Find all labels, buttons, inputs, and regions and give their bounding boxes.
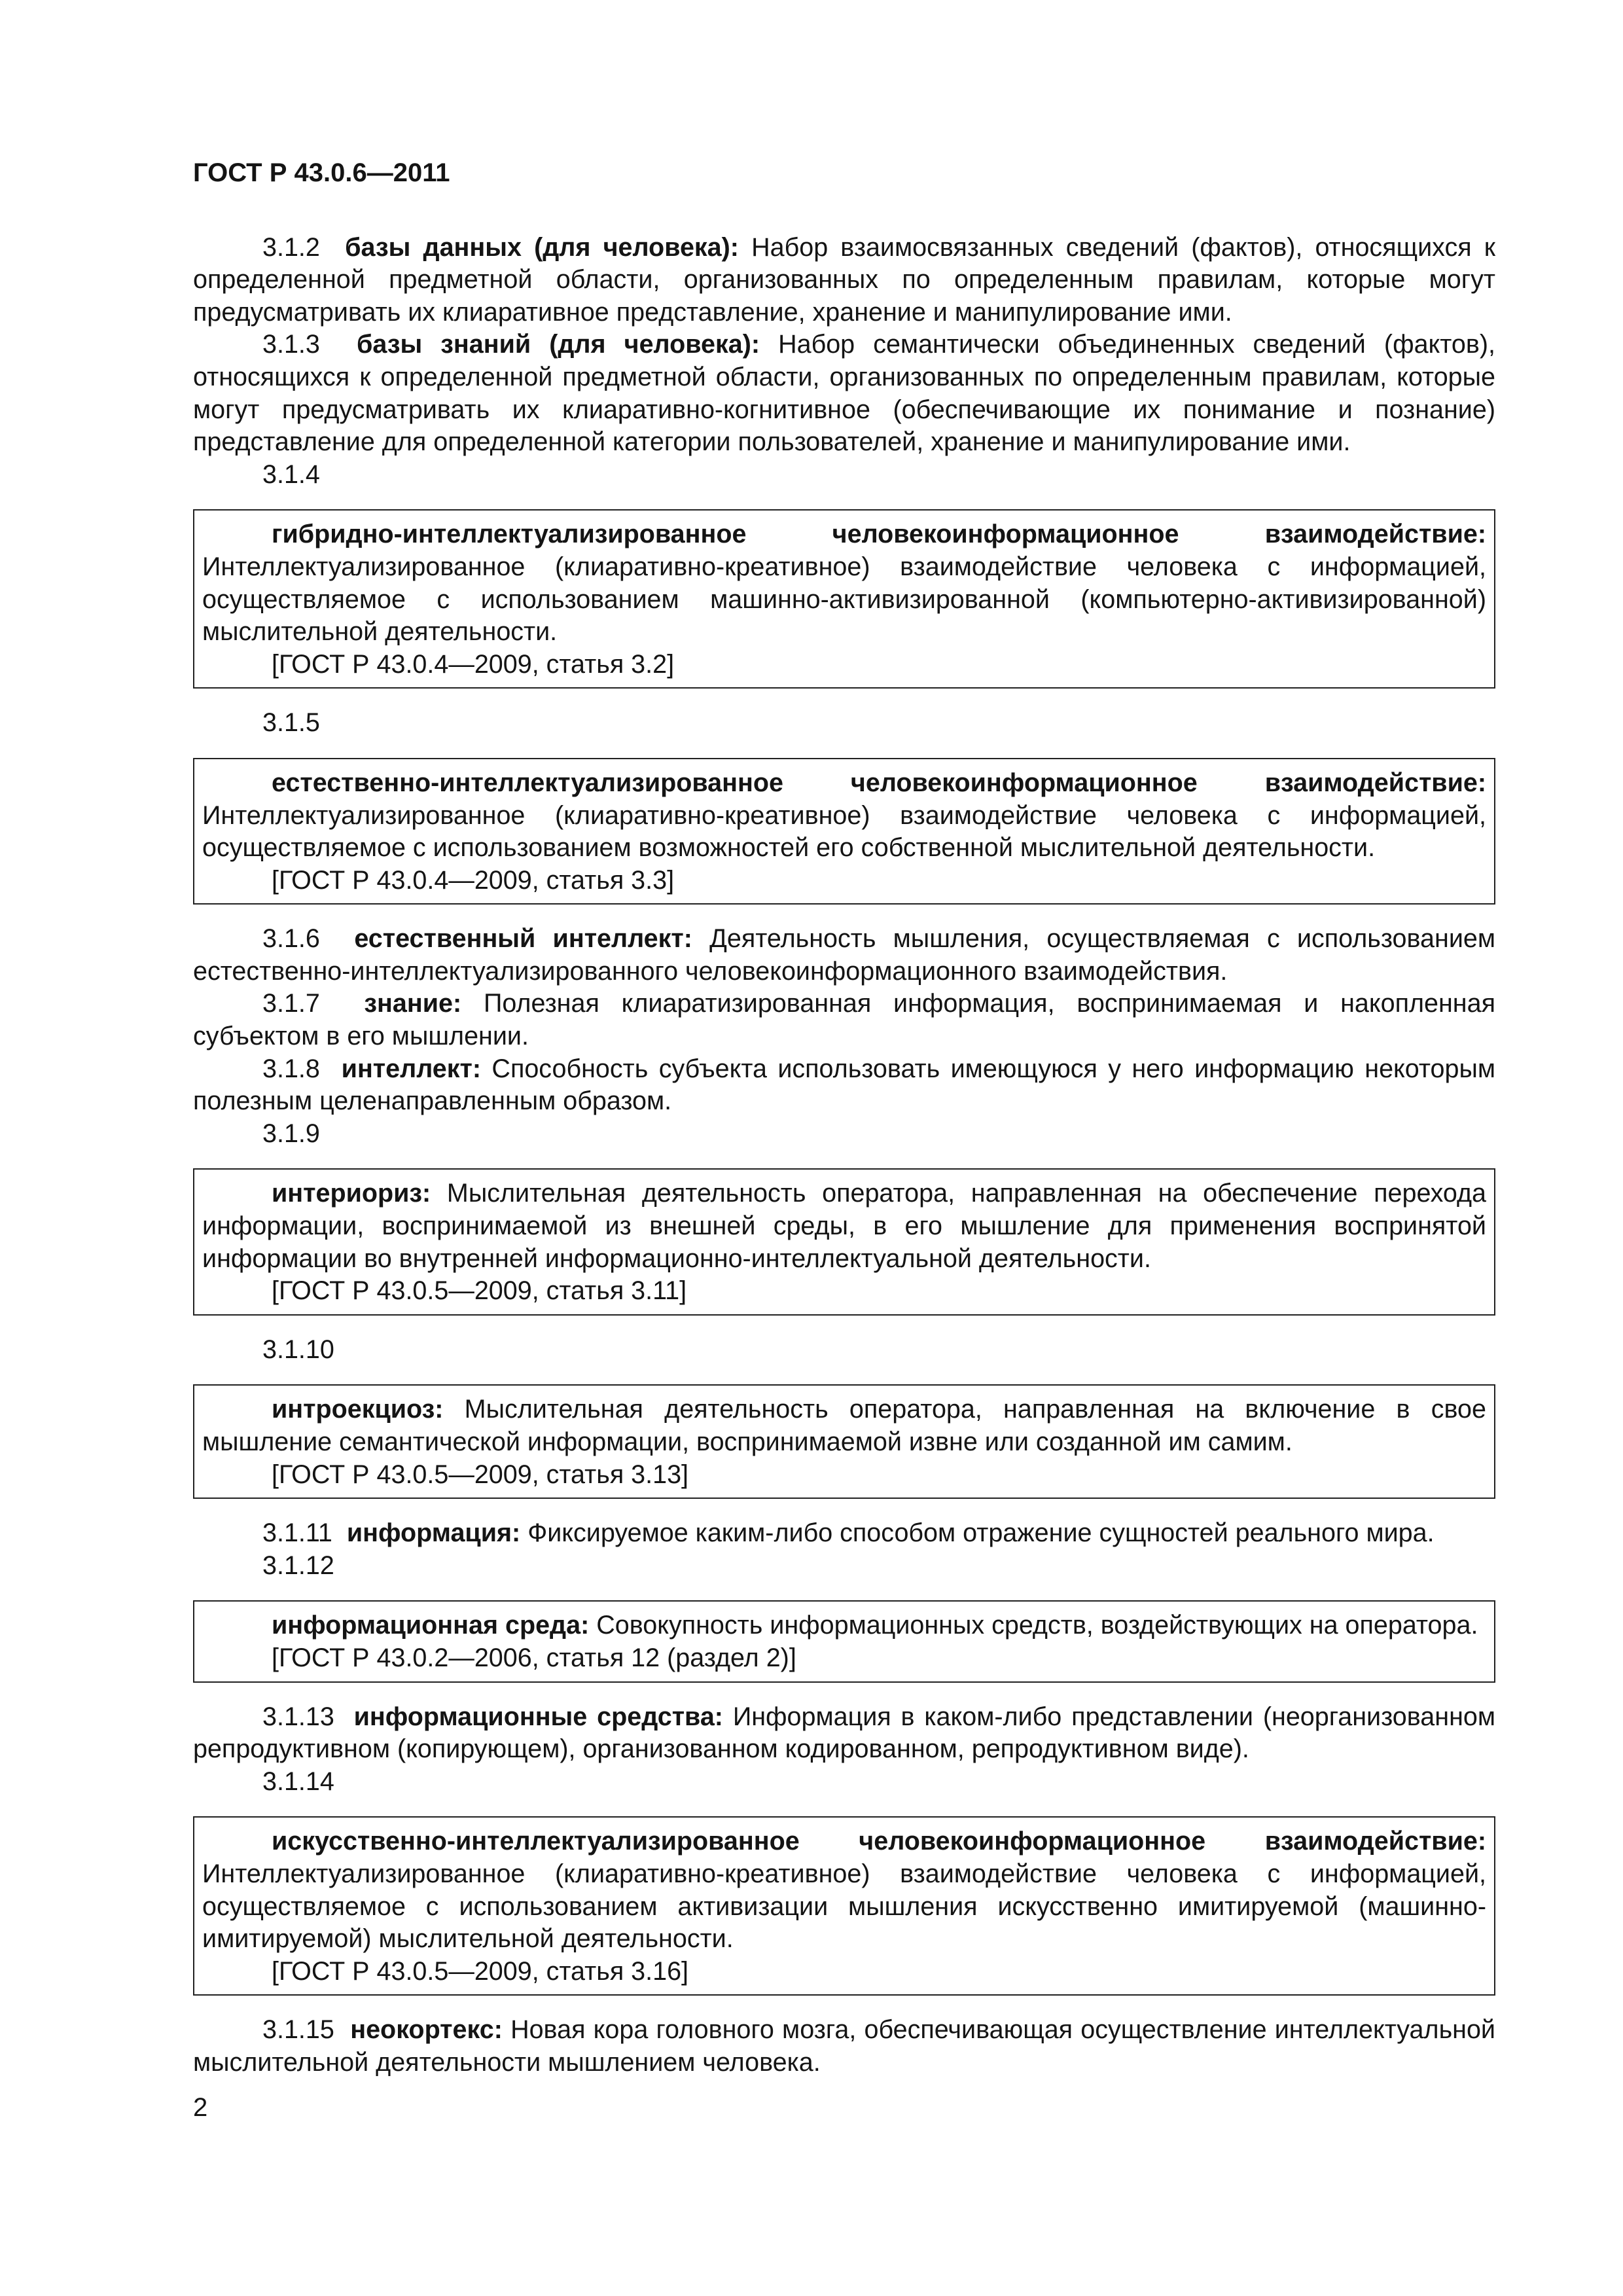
entry-definition: Полезная клиаратизированная информация, воспринимаемая и накопленная субъектом в его мышлении. [193, 989, 1495, 1051]
entry-number: 3.1.12 [262, 1551, 334, 1580]
entry-definition: Способность субъекта использовать имеющуюся у него информацию некоторым полезным целенаправленным образом. [193, 1054, 1495, 1116]
entry-term: базы данных (для человека): [345, 232, 739, 262]
entry-definition: Набор семантически объединенных сведений (фактов), относящихся к определенной предметной области, организованных по определенным правилам, которые могут предусматривать их клиаративно-когнитивное (обеспечивающие их понимание и познание) представление для определенной категории пользователей, хранение и манипулирование ими. [193, 330, 1495, 457]
entry-body [202, 1177, 1486, 1275]
entry-source: [ГОСТ Р 43.0.5—2009, статья 3.11] [272, 1276, 687, 1306]
entry-3-1-13 [193, 1701, 1495, 1766]
entry-3-1-2 [193, 232, 1495, 329]
entry-term: естественно-интеллектуализированное человекоинформационное взаимодействие: [272, 768, 1486, 797]
page-number: 2 [193, 2093, 208, 2122]
entry-number: 3.1.5 [262, 708, 320, 738]
entry-definition: Мыслительная деятельность оператора, направленная на обеспечение перехода информации, воспринимаемой из внешней среды, в его мышление для применения воспринятой информации во внутренней информационно-интеллектуальной деятельности. [202, 1179, 1487, 1273]
entry-definition: Интеллектуализированное (клиаративно-креативное) взаимодействие человека с информацией, осуществляемое с использованием возможностей его собственной мыслительной деятельности. [202, 800, 1486, 863]
entry-definition: Деятельность мышления, осуществляемая с использованием естественно-интеллектуализированного человекоинформационного взаимодействия. [193, 924, 1496, 986]
entry-box-3-1-5 [193, 758, 1495, 905]
entry-term: неокортекс: [350, 2015, 503, 2045]
entry-term: искусственно-интеллектуализированное человекоинформационное взаимодействие: [272, 1827, 1486, 1856]
entry-definition: Мыслительная деятельность оператора, направленная на включение в свое мышление семантической информации, воспринимаемой извне или созданной им самим. [202, 1395, 1486, 1456]
entry-term: интроекциоз: [272, 1395, 444, 1424]
entry-box-3-1-4 [193, 509, 1495, 689]
entry-term: интериориз: [272, 1179, 431, 1208]
entry-number: 3.1.15 [262, 2015, 334, 2045]
entry-number: 3.1.9 [262, 1119, 320, 1148]
entry-term: базы знаний (для человека): [356, 330, 760, 359]
entry-source: [ГОСТ Р 43.0.5—2009, статья 3.13] [272, 1460, 689, 1489]
entry-number: 3.1.3 [262, 330, 320, 359]
entry-number: 3.1.10 [262, 1335, 334, 1364]
entry-source: [ГОСТ Р 43.0.4—2009, статья 3.2] [272, 649, 675, 679]
entry-term: гибридно-интеллектуализированное человекоинформационное взаимодействие: [272, 520, 1486, 549]
entry-3-1-11 [193, 1517, 1495, 1550]
entry-definition: Фиксируемое каким-либо способом отражение сущностей реального мира. [527, 1518, 1435, 1548]
entry-term: естественный интеллект: [354, 924, 692, 954]
entry-3-1-6 [193, 923, 1495, 988]
entry-number: 3.1.4 [262, 459, 320, 489]
entry-term: знание: [364, 989, 462, 1018]
entry-3-1-7 [193, 988, 1495, 1052]
entry-number: 3.1.6 [262, 924, 320, 954]
entry-box-3-1-10 [193, 1384, 1495, 1499]
entry-3-1-8 [193, 1053, 1495, 1118]
entry-number: 3.1.14 [262, 1767, 334, 1796]
entry-number: 3.1.11 [262, 1518, 332, 1548]
entry-body [202, 1609, 1486, 1642]
entry-3-1-3 [193, 329, 1495, 458]
entry-body [202, 767, 1486, 865]
entry-definition: Интеллектуализированное (клиаративно-креативное) взаимодействие человека с информацией, осуществляемое с использованием машинно-активизированной (компьютерно-активизированной) мыслительной деятельности. [202, 552, 1486, 647]
entry-number: 3.1.8 [262, 1054, 320, 1083]
entry-body [202, 1393, 1486, 1458]
entry-term: информационные средства: [353, 1702, 723, 1731]
entry-3-1-15 [193, 2014, 1495, 2079]
entry-definition: Новая кора головного мозга, обеспечивающая осуществление интеллектуальной мыслительной деятельности мышлением человека. [193, 2015, 1495, 2077]
entry-definition: Совокупность информационных средств, воздействующих на оператора. [596, 1611, 1478, 1640]
entry-box-3-1-14 [193, 1816, 1495, 1996]
entry-definition: Интеллектуализированное (клиаративно-креативное) взаимодействие человека с информацией, осуществляемое с использованием активизации мышления искусственно имитируемой (машинно-имитируемой) мыслительной деятельности. [202, 1859, 1486, 1954]
document-header: ГОСТ Р 43.0.6—2011 [193, 158, 450, 187]
entry-source: [ГОСТ Р 43.0.5—2009, статья 3.16] [272, 1956, 689, 1986]
entry-definition: Набор взаимосвязанных сведений (фактов), относящихся к определенной предметной области, организованных по определенным правилам, которые могут предусматривать их клиаративное представление, хранение и манипулирование ими. [193, 232, 1495, 327]
entry-term: информация: [346, 1518, 521, 1548]
entry-body [202, 518, 1486, 648]
entry-box-3-1-12 [193, 1600, 1495, 1682]
entry-source: [ГОСТ Р 43.0.4—2009, статья 3.3] [272, 865, 675, 895]
entry-number: 3.1.2 [262, 232, 320, 262]
entry-term: интеллект: [341, 1054, 482, 1083]
entry-box-3-1-9 [193, 1168, 1495, 1315]
entry-term: информационная среда: [272, 1611, 590, 1640]
entry-number: 3.1.7 [262, 989, 320, 1018]
entry-definition: Информация в каком-либо представлении (неорганизованном репродуктивном (копирующем), организованном кодированном, репродуктивном виде). [193, 1702, 1496, 1764]
entry-body [202, 1825, 1486, 1955]
entry-source: [ГОСТ Р 43.0.2—2006, статья 12 (раздел 2)] [272, 1643, 796, 1672]
document-page [193, 157, 1495, 2079]
entry-number: 3.1.13 [262, 1702, 334, 1731]
